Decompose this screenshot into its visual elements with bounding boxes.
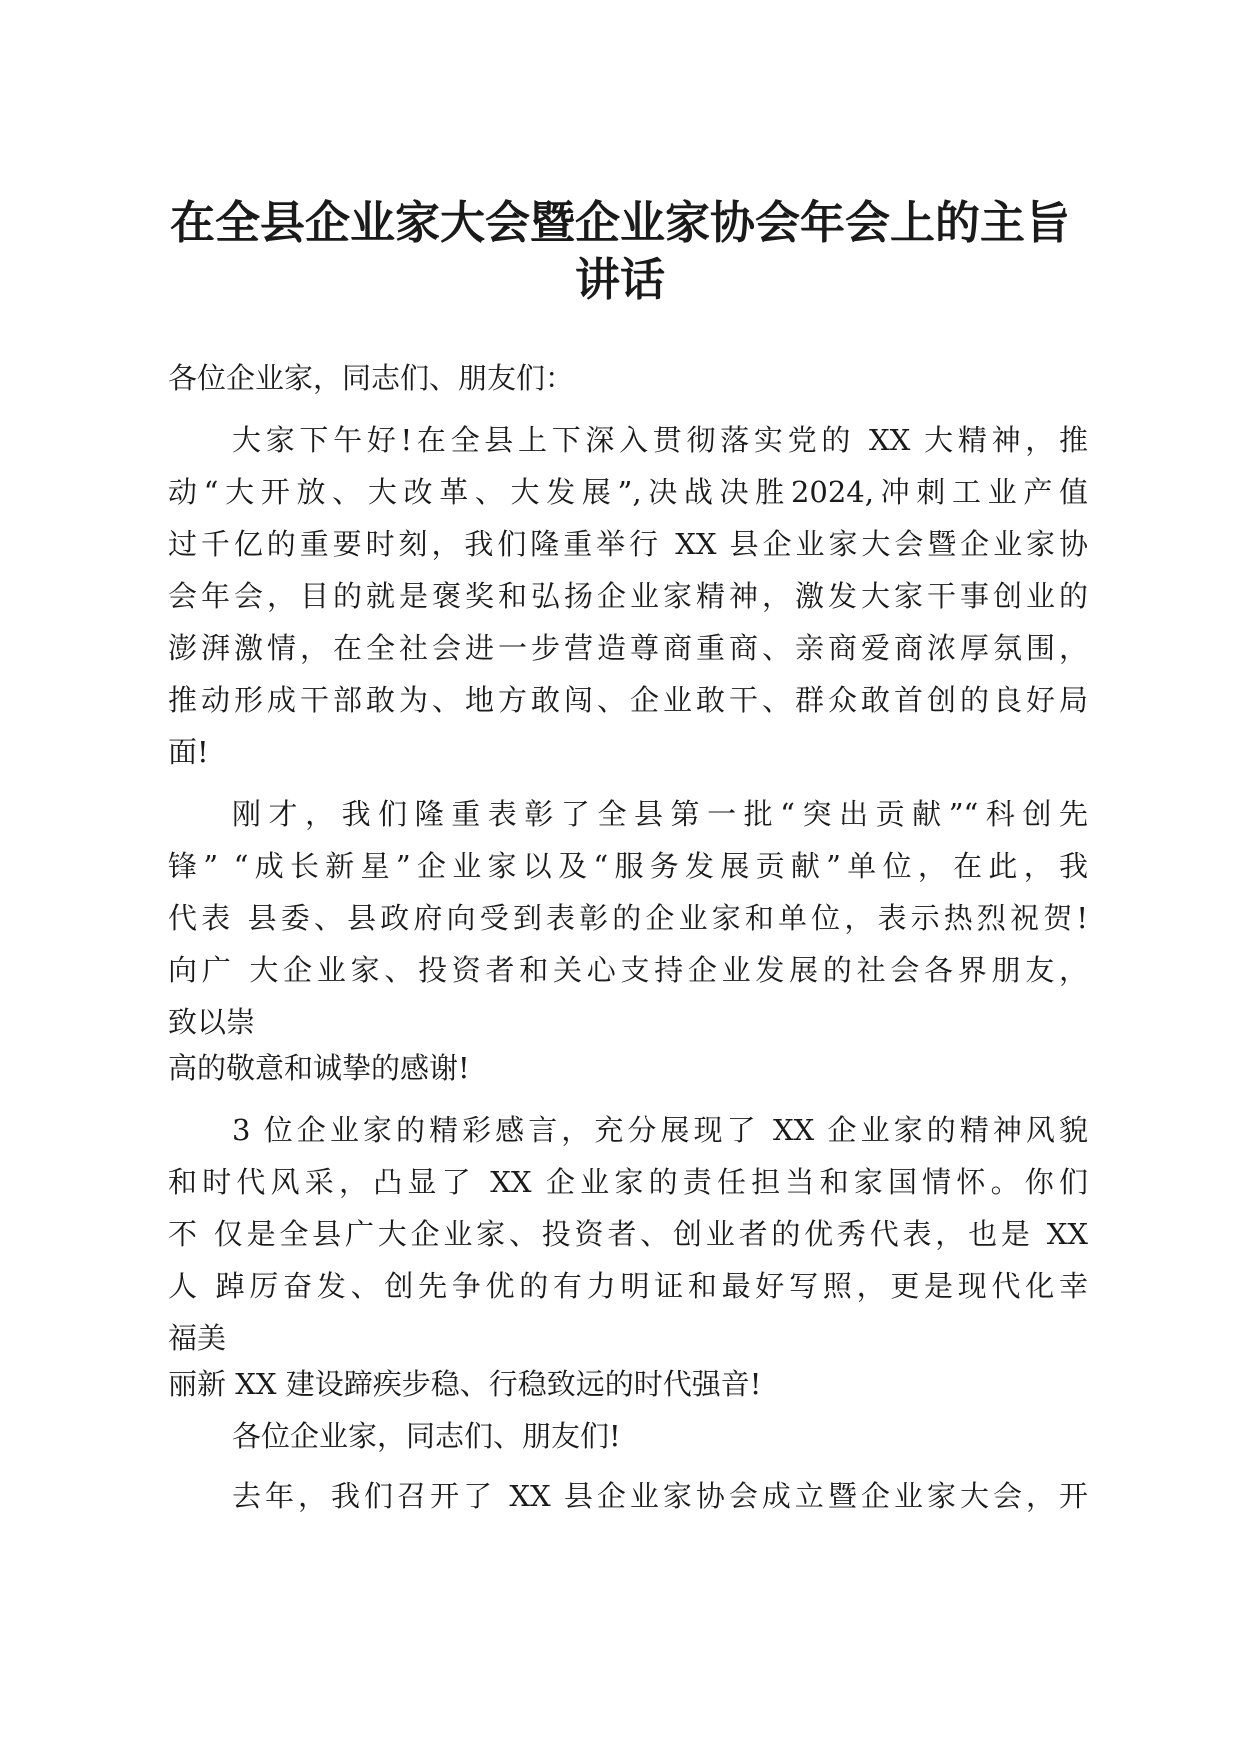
paragraph-2-line-1: 刚才，我们隆重表彰了全县第一批“突出贡献”“科创先	[232, 797, 1088, 831]
paragraph-1-line-7: 面!	[168, 735, 209, 769]
paragraph-3-line-6: 丽新 XX 建设蹄疾步稳、行稳致远的时代强音!	[168, 1367, 762, 1401]
paragraph-2-line-4: 向广 大企业家、投资者和关心支持企业发展的社会各界朋友，	[168, 953, 1088, 987]
paragraph-2-line-3: 代表 县委、县政府向受到表彰的企业家和单位，表示热烈祝贺!	[168, 901, 1088, 935]
document-title-line-2: 讲话	[574, 253, 665, 306]
paragraph-1-line-2: 动“大开放、大改革、大发展”,决战决胜2024,冲刺工业产值	[168, 475, 1088, 509]
paragraph-3-line-3: 不 仅是全县广大企业家、投资者、创业者的优秀代表，也是 XX	[168, 1217, 1088, 1251]
paragraph-1-line-1: 大家下午好!在全县上下深入贯彻落实党的 XX 大精神，推	[232, 423, 1088, 457]
paragraph-1-line-5: 澎湃激情，在全社会进一步营造尊商重商、亲商爱商浓厚氛围，	[168, 631, 1088, 665]
paragraph-3-line-2: 和时代风采，凸显了 XX 企业家的责任担当和家国情怀。你们	[168, 1165, 1088, 1199]
paragraph-2-line-5: 致以崇	[168, 1005, 256, 1039]
paragraph-2-line-2: 锋” “成长新星”企业家以及“服务发展贡献”单位，在此，我	[168, 849, 1088, 883]
paragraph-2-line-6: 高的敬意和诚挚的感谢!	[168, 1051, 470, 1085]
document-title-line-1: 在全县企业家大会暨企业家协会年会上的主旨	[169, 196, 1070, 249]
salutation-2: 各位企业家，同志们、朋友们!	[232, 1419, 621, 1453]
paragraph-3-line-5: 福美	[168, 1321, 227, 1355]
paragraph-3-line-4: 人 踔厉奋发、创先争优的有力明证和最好写照，更是现代化幸	[168, 1269, 1088, 1303]
paragraph-1-line-6: 推动形成干部敢为、地方敢闯、企业敢干、群众敢首创的良好局	[168, 683, 1088, 717]
paragraph-1-line-3: 过千亿的重要时刻，我们隆重举行 XX 县企业家大会暨企业家协	[168, 527, 1088, 561]
salutation: 各位企业家，同志们、朋友们：	[168, 361, 575, 395]
paragraph-1-line-4: 会年会，目的就是褒奖和弘扬企业家精神，激发大家干事创业的	[168, 579, 1088, 613]
paragraph-3-line-1: 3 位企业家的精彩感言，充分展现了 XX 企业家的精神风貌	[232, 1113, 1088, 1147]
paragraph-4-line-1: 去年，我们召开了 XX 县企业家协会成立暨企业家大会，开	[232, 1479, 1088, 1513]
